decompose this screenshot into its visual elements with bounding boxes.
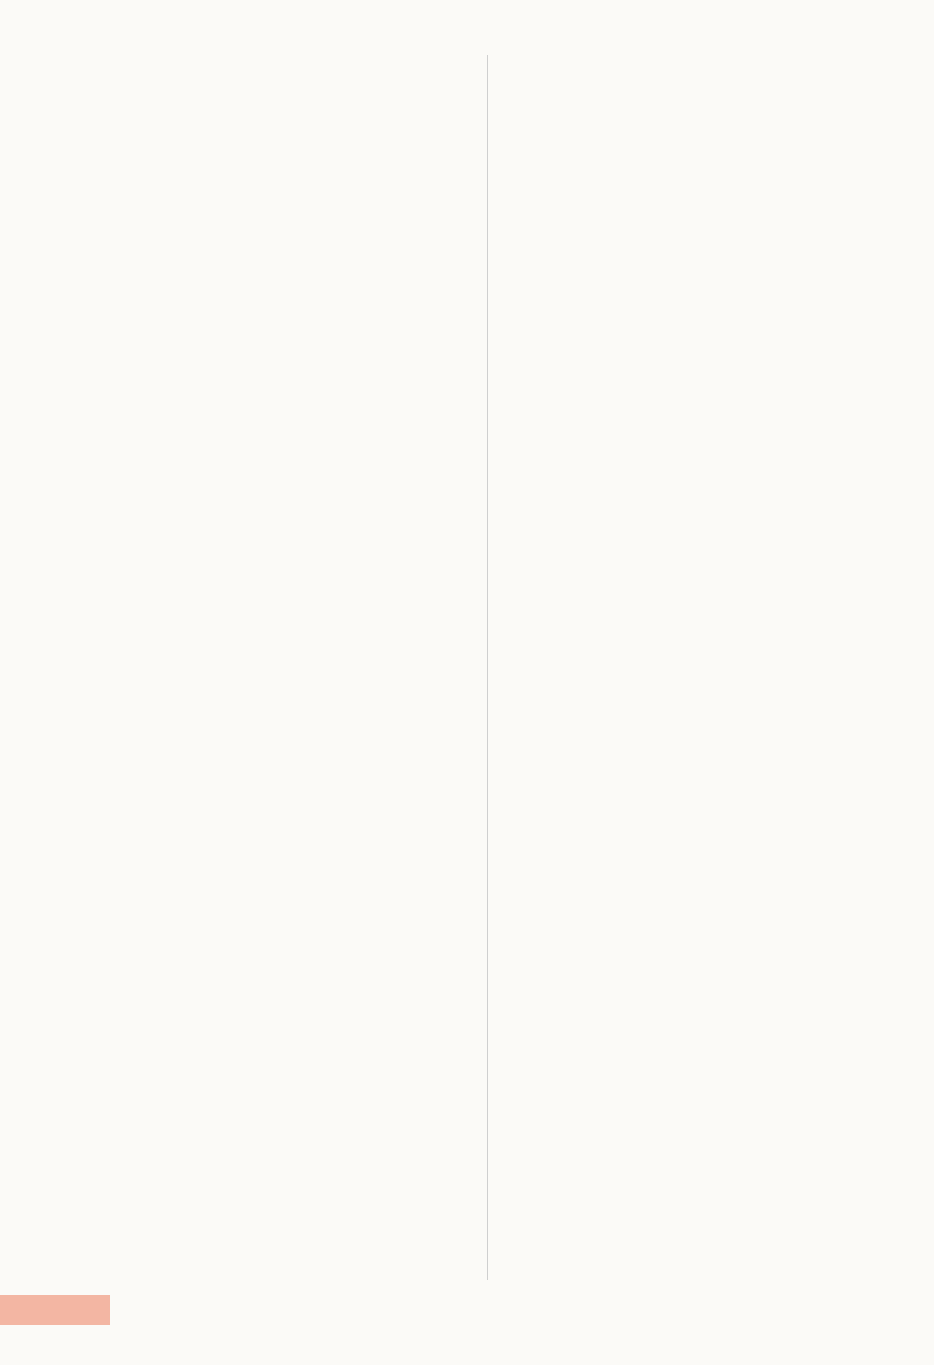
page-number <box>0 1295 110 1325</box>
column-divider <box>487 55 488 1280</box>
page-footer <box>0 1290 934 1330</box>
